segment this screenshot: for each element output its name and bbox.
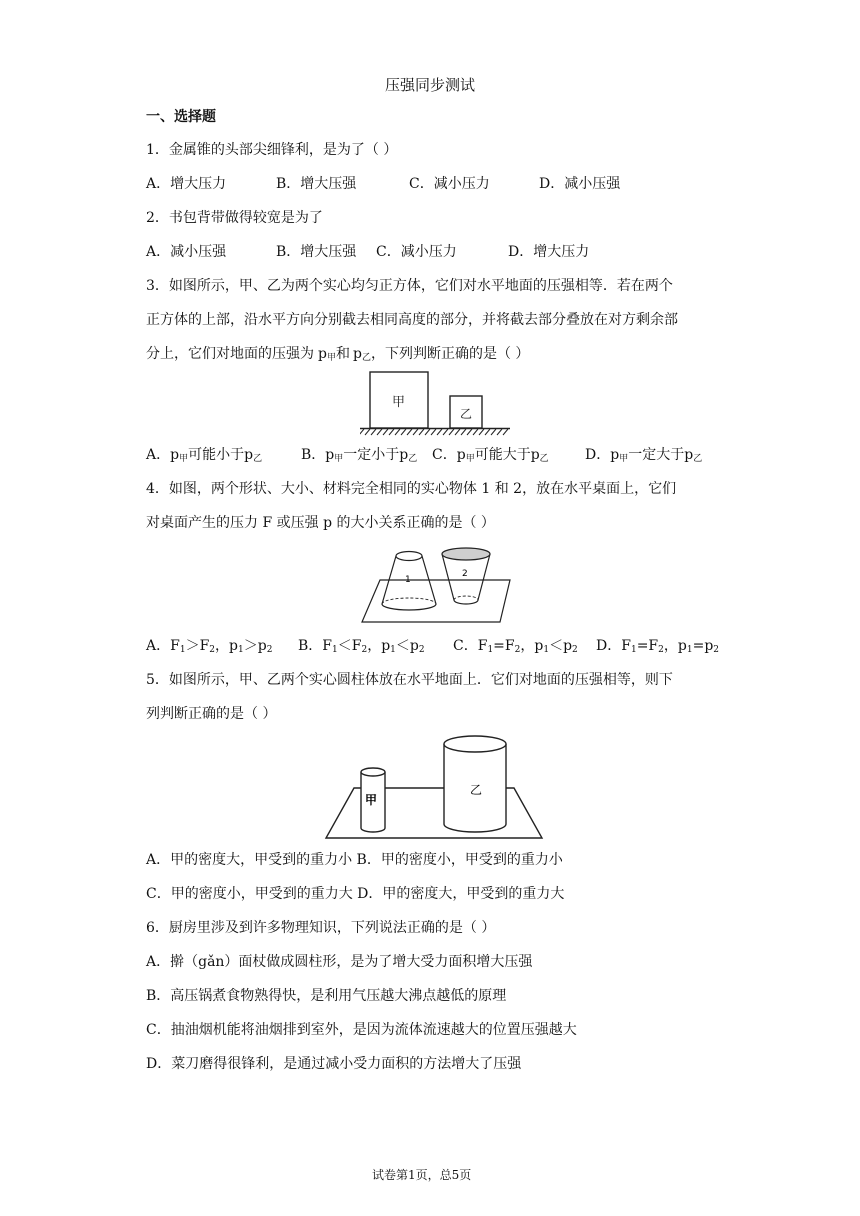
ground-hatch-line: [413, 429, 418, 435]
ground-hatch-line: [389, 429, 394, 435]
page-title: 压强同步测试: [385, 76, 476, 94]
ground-hatch-line: [377, 429, 382, 435]
ground-hatch-line: [431, 429, 436, 435]
question-3-line-2: 正方体的上部，沿水平方向分别截去相同高度的部分，并将截去部分叠放在对方剩余部: [146, 312, 678, 328]
ground-hatch-line: [461, 429, 466, 435]
ground-hatch-line: [503, 429, 508, 435]
question-6-stem: 6．厨房里涉及到许多物理知识，下列说法正确的是（ ）: [146, 920, 496, 936]
q5-label-yi: 乙: [470, 783, 483, 797]
q5-figure-cylinders: [324, 732, 546, 842]
q5-options-cd[interactable]: C．甲的密度小，甲受到的重力大 D．甲的密度大，甲受到的重力大: [146, 886, 565, 902]
q5-label-jia: 甲: [365, 793, 378, 807]
ground-hatch-line: [497, 429, 502, 435]
q1-option-b[interactable]: B．增大压强: [276, 176, 357, 192]
ground-hatch-line: [443, 429, 448, 435]
q3-option-b[interactable]: B．$p_甲$一定小于$p_乙$: [301, 447, 418, 464]
q4-option-d[interactable]: D．$F_1=F_2$，$p_1=p_2$: [596, 638, 720, 655]
question-1-stem: 1．金属锥的头部尖细锋利，是为了（ ）: [146, 142, 398, 158]
q1-option-a[interactable]: A．增大压力: [146, 176, 227, 192]
ground-hatch-line: [491, 429, 496, 435]
ground-hatch-line: [401, 429, 406, 435]
question-2-stem: 2．书包背带做得较宽是为了: [146, 210, 323, 226]
ground-hatch-line: [365, 429, 370, 435]
q3-option-d[interactable]: D．$p_甲$一定大于$p_乙$: [585, 447, 703, 464]
ground-hatch-line: [479, 429, 484, 435]
ground-hatch-line: [473, 429, 478, 435]
q6-option-a[interactable]: A．擀（gǎn）面杖做成圆柱形，是为了增大受力面积增大压强: [146, 954, 533, 970]
q1-option-d[interactable]: D．减小压强: [539, 176, 621, 192]
ground-hatch-line: [371, 429, 376, 435]
question-3-line-3: 分上，它们对地面的压强为 $p_甲$和 $p_乙$，下列判断正确的是（ ）: [146, 346, 530, 363]
q4-figure-frustums: [358, 540, 518, 626]
question-5-line-1: 5．如图所示，甲、乙两个实心圆柱体放在水平地面上．它们对地面的压强相等，则下: [146, 672, 673, 688]
page-footer: 试卷第1页，总5页: [372, 1168, 472, 1182]
ground-hatch-line: [455, 429, 460, 435]
ground-hatch-line: [383, 429, 388, 435]
ground-hatch-line: [437, 429, 442, 435]
ground-hatch-line: [467, 429, 472, 435]
ground-hatch-line: [395, 429, 400, 435]
question-4-line-2: 对桌面产生的压力 F 或压强 p 的大小关系正确的是（ ）: [146, 515, 495, 531]
q3-label-jia: 甲: [392, 395, 406, 410]
ground-hatch-line: [449, 429, 454, 435]
ground-hatch-line: [485, 429, 490, 435]
q4-label-2: 2: [462, 569, 468, 579]
section-heading: 一、选择题: [146, 109, 216, 125]
q6-option-b[interactable]: B．高压锅煮食物熟得快，是利用气压越大沸点越低的原理: [146, 988, 507, 1004]
question-4-line-1: 4．如图，两个形状、大小、材料完全相同的实心物体 1 和 2，放在水平桌面上，它们: [146, 481, 677, 497]
question-5-line-2: 列判断正确的是（ ）: [146, 706, 277, 722]
question-3-line-1: 3．如图所示，甲、乙为两个实心均匀正方体，它们对水平地面的压强相等．若在两个: [146, 278, 673, 294]
ground-hatch-line: [425, 429, 430, 435]
q2-option-b[interactable]: B．增大压强: [276, 244, 357, 260]
q3-option-c[interactable]: C．$p_甲$可能大于$p_乙$: [432, 447, 549, 464]
q3-option-a[interactable]: A．$p_甲$可能小于$p_乙$: [146, 447, 263, 464]
q6-option-d[interactable]: D．菜刀磨得很锋利，是通过减小受力面积的方法增大了压强: [146, 1056, 522, 1072]
q5-options-ab[interactable]: A．甲的密度大，甲受到的重力小 B．甲的密度小，甲受到的重力小: [146, 852, 563, 868]
ground-hatch-line: [407, 429, 412, 435]
q3-figure-cubes: [360, 368, 510, 436]
ground-hatch-line: [360, 429, 364, 435]
q2-option-c[interactable]: C．减小压力: [376, 244, 457, 260]
ground-hatch-line: [419, 429, 424, 435]
q4-option-a[interactable]: A．$F_1>F_2$，$p_1>p_2$: [146, 638, 273, 655]
q4-label-1: 1: [405, 575, 411, 585]
q6-option-c[interactable]: C．抽油烟机能将油烟排到室外，是因为流体流速越大的位置压强越大: [146, 1022, 577, 1038]
q1-option-c[interactable]: C．减小压力: [409, 176, 490, 192]
q4-option-b[interactable]: B．$F_1<F_2$，$p_1<p_2$: [298, 638, 425, 655]
q3-label-yi: 乙: [460, 407, 473, 421]
q4-option-c[interactable]: C．$F_1=F_2$，$p_1<p_2$: [453, 638, 578, 655]
q2-option-d[interactable]: D．增大压力: [508, 244, 590, 260]
q2-option-a[interactable]: A．减小压强: [146, 244, 227, 260]
